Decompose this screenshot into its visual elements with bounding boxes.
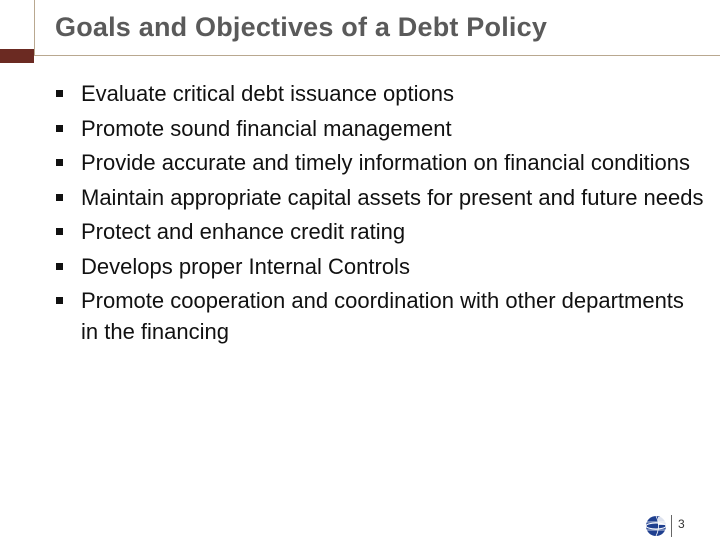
bullet-item-2 <box>56 114 706 145</box>
bullet-text: Evaluate critical debt issuance options <box>81 81 454 106</box>
square-bullet-icon <box>56 159 63 166</box>
square-bullet-icon <box>56 125 63 132</box>
bullet-item-3 <box>56 148 706 179</box>
bullet-text: Maintain appropriate capital assets for present and future needs <box>81 184 704 210</box>
bullet-item-5 <box>56 217 706 248</box>
bullet-item-6 <box>56 252 706 283</box>
bullet-item-7 <box>56 286 706 347</box>
square-bullet-icon <box>56 228 63 235</box>
square-bullet-icon <box>56 297 63 304</box>
square-bullet-icon <box>56 194 63 201</box>
square-bullet-icon <box>56 263 63 270</box>
bullet-text: Protect and enhance credit rating <box>81 219 406 244</box>
bullet-item-4 <box>56 183 706 214</box>
slide-title: Goals and Objectives of a Debt Policy <box>55 12 548 42</box>
bullet-text: Provide accurate and timely information on financial conditions <box>81 150 690 175</box>
title-rule <box>34 55 720 56</box>
bullet-text: Promote cooperation and coordination with other departments in the financing <box>81 288 684 344</box>
globe-logo-icon <box>645 515 667 537</box>
square-bullet-icon <box>56 90 63 97</box>
page-number: 3 <box>678 517 685 531</box>
footer-divider <box>671 515 672 537</box>
accent-bar <box>0 49 34 63</box>
bullet-text: Develops proper Internal Controls <box>81 253 410 279</box>
bullet-item-1 <box>56 79 706 110</box>
title-vertical-rule <box>34 0 35 56</box>
bullet-list <box>56 79 706 351</box>
bullet-text: Promote sound financial management <box>81 115 452 141</box>
